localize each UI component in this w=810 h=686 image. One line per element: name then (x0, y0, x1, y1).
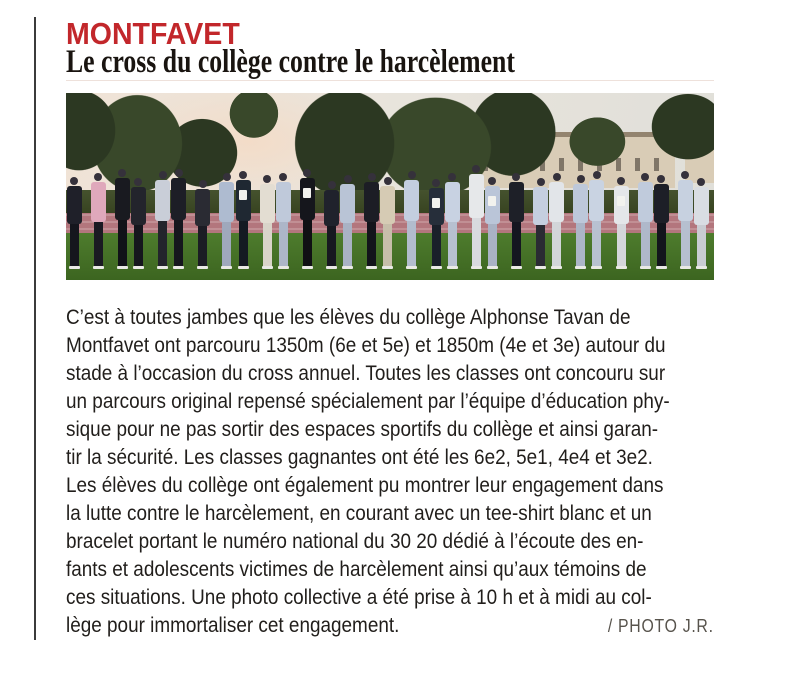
person-shoes (342, 266, 353, 269)
person-torso (509, 182, 524, 222)
body-line: la lutte contre le harcèlement, en courant avec un tee-shirt blanc et un (66, 501, 652, 525)
photo-person (236, 171, 251, 269)
person-legs (118, 220, 127, 266)
photo-person (300, 169, 315, 269)
person-race-bib (488, 196, 496, 206)
person-legs (641, 222, 650, 266)
person-shoes (680, 266, 691, 269)
person-shoes (133, 266, 144, 269)
person-race-bib (239, 190, 247, 200)
person-legs (681, 221, 690, 266)
person-legs (512, 222, 521, 266)
body-line: Montfavet ont parcouru 1350m (6e et 5e) et 1850m (4e et 3e) autour du (66, 333, 666, 357)
person-shoes (262, 266, 273, 269)
person-shoes (326, 266, 337, 269)
person-torso (171, 178, 186, 220)
person-shoes (535, 266, 546, 269)
photo-person (195, 180, 210, 269)
person-legs (383, 224, 392, 266)
person-torso (260, 184, 275, 223)
person-head (263, 175, 271, 183)
photo-person (380, 177, 395, 269)
person-head (408, 171, 416, 179)
person-head (681, 171, 689, 179)
article-body (66, 303, 714, 640)
photo-person (533, 178, 548, 269)
person-shoes (656, 266, 667, 269)
person-head (537, 178, 545, 186)
photo-person (429, 179, 444, 269)
person-torso (678, 180, 693, 221)
body-line: stade à l’occasion du cross annuel. Toutes les classes ont concouru sur (66, 361, 666, 385)
person-head (199, 180, 207, 188)
person-head (159, 171, 167, 179)
person-torso (469, 174, 484, 218)
photo-person (694, 178, 709, 269)
person-race-bib (617, 196, 625, 206)
person-legs (697, 225, 706, 266)
photo-person (155, 171, 170, 269)
photo-person (614, 177, 629, 269)
photo-person (219, 173, 234, 269)
person-torso (694, 187, 709, 225)
person-torso (364, 182, 379, 222)
person-legs (592, 221, 601, 266)
person-head (448, 173, 456, 181)
person-torso (533, 187, 548, 225)
body-line: tir la sécurité. Les classes gagnantes ont été les 6e2, 5e1, 4e4 et 3e2. (66, 445, 653, 469)
person-legs (617, 224, 626, 266)
person-torso (445, 182, 460, 222)
person-shoes (640, 266, 651, 269)
body-line: C’est à toutes jambes que les élèves du collège Alphonse Tavan de (66, 305, 631, 329)
person-head (432, 179, 440, 187)
person-torso (155, 180, 170, 221)
person-head (94, 173, 102, 181)
person-torso (638, 182, 653, 222)
person-legs (327, 226, 336, 266)
person-torso (115, 178, 130, 220)
person-legs (222, 222, 231, 266)
person-shoes (616, 266, 627, 269)
person-shoes (197, 266, 208, 269)
person-legs (94, 222, 103, 266)
person-legs (343, 223, 352, 266)
body-line: sique pour ne pas sortir des espaces sportifs du collège et ainsi garan- (66, 417, 659, 441)
photo-person (131, 178, 146, 269)
person-head (641, 173, 649, 181)
person-torso (614, 186, 629, 224)
person-head (303, 169, 311, 177)
person-legs (536, 225, 545, 266)
person-shoes (382, 266, 393, 269)
person-head (175, 169, 183, 177)
person-legs (239, 221, 248, 266)
person-shoes (221, 266, 232, 269)
person-race-bib (432, 198, 440, 208)
person-legs (279, 222, 288, 266)
person-head (472, 165, 480, 173)
photo-person (485, 177, 500, 269)
section-kicker: MONTFAVET (66, 16, 240, 51)
person-torso (549, 182, 564, 222)
photo-person (549, 173, 564, 269)
person-shoes (366, 266, 377, 269)
person-legs (472, 218, 481, 266)
person-head (239, 171, 247, 179)
person-legs (407, 221, 416, 266)
photo-person (324, 181, 339, 269)
person-legs (70, 224, 79, 266)
person-shoes (278, 266, 289, 269)
person-shoes (406, 266, 417, 269)
photo-person (364, 173, 379, 269)
person-head (512, 173, 520, 181)
photo-person (678, 171, 693, 269)
headline-hairline (66, 80, 714, 81)
person-head (488, 177, 496, 185)
person-head (70, 177, 78, 185)
person-legs (158, 221, 167, 266)
person-head (328, 181, 336, 189)
photo-person (445, 173, 460, 269)
person-shoes (302, 266, 313, 269)
person-shoes (511, 266, 522, 269)
photo-person (260, 175, 275, 269)
person-torso (485, 186, 500, 224)
body-line: Les élèves du collège ont également pu montrer leur engagement dans (66, 473, 664, 497)
column-divider-rule (34, 17, 36, 640)
person-head (223, 173, 231, 181)
person-torso (67, 186, 82, 224)
photo-figures (66, 93, 714, 280)
person-torso (429, 188, 444, 225)
person-torso (380, 186, 395, 224)
person-legs (198, 226, 207, 266)
person-legs (263, 223, 272, 266)
body-last-line (66, 611, 714, 640)
person-torso (91, 182, 106, 222)
photo-person (654, 175, 669, 269)
person-legs (448, 222, 457, 266)
photo-person (115, 169, 130, 269)
person-shoes (696, 266, 707, 269)
person-legs (174, 220, 183, 266)
person-head (384, 177, 392, 185)
person-shoes (471, 266, 482, 269)
person-legs (134, 225, 143, 266)
person-torso (589, 180, 604, 221)
photo-person (573, 175, 588, 269)
person-head (279, 173, 287, 181)
person-head (368, 173, 376, 181)
person-head (657, 175, 665, 183)
person-torso (340, 184, 355, 223)
body-line: ces situations. Une photo collective a été prise à 10 h et à midi au col- (66, 585, 652, 609)
article-headline: Le cross du collège contre le harcèlement (66, 44, 515, 80)
body-last-line-text: lège pour immortaliser cet engagement. (66, 613, 400, 637)
person-torso (573, 184, 588, 223)
person-legs (432, 225, 441, 266)
person-shoes (447, 266, 458, 269)
person-legs (488, 224, 497, 266)
person-shoes (591, 266, 602, 269)
photo-person (638, 173, 653, 269)
person-legs (303, 220, 312, 266)
person-shoes (238, 266, 249, 269)
photo-person (589, 171, 604, 269)
person-shoes (431, 266, 442, 269)
person-torso (300, 178, 315, 220)
person-torso (324, 190, 339, 226)
person-torso (195, 189, 210, 226)
person-head (553, 173, 561, 181)
body-line: un parcours original repensé spécialement par l’équipe d’éducation phy- (66, 389, 670, 413)
person-shoes (157, 266, 168, 269)
photo-person (67, 177, 82, 269)
person-legs (657, 223, 666, 266)
person-shoes (93, 266, 104, 269)
photo-person (469, 165, 484, 269)
person-legs (367, 222, 376, 266)
article-photo (66, 93, 714, 280)
person-shoes (117, 266, 128, 269)
person-torso (276, 182, 291, 222)
person-torso (404, 180, 419, 221)
person-shoes (487, 266, 498, 269)
body-line: fants et adolescents victimes de harcèlement ainsi qu’aux témoins de (66, 557, 647, 581)
person-head (617, 177, 625, 185)
photo-person (404, 171, 419, 269)
person-shoes (69, 266, 80, 269)
person-head (697, 178, 705, 186)
photo-person (509, 173, 524, 269)
photo-credit: / PHOTO J.R. (607, 616, 714, 636)
person-head (344, 175, 352, 183)
person-torso (131, 187, 146, 225)
body-line: bracelet portant le numéro national du 30 20 dédié à l’écoute des en- (66, 529, 644, 553)
photo-person (171, 169, 186, 269)
person-torso (654, 184, 669, 223)
person-head (118, 169, 126, 177)
photo-person (340, 175, 355, 269)
person-head (577, 175, 585, 183)
photo-person (276, 173, 291, 269)
person-legs (552, 222, 561, 266)
person-shoes (551, 266, 562, 269)
person-torso (219, 182, 234, 222)
person-torso (236, 180, 251, 221)
person-race-bib (303, 188, 311, 198)
person-head (134, 178, 142, 186)
person-shoes (173, 266, 184, 269)
person-head (593, 171, 601, 179)
person-shoes (575, 266, 586, 269)
person-legs (576, 223, 585, 266)
photo-person (91, 173, 106, 269)
